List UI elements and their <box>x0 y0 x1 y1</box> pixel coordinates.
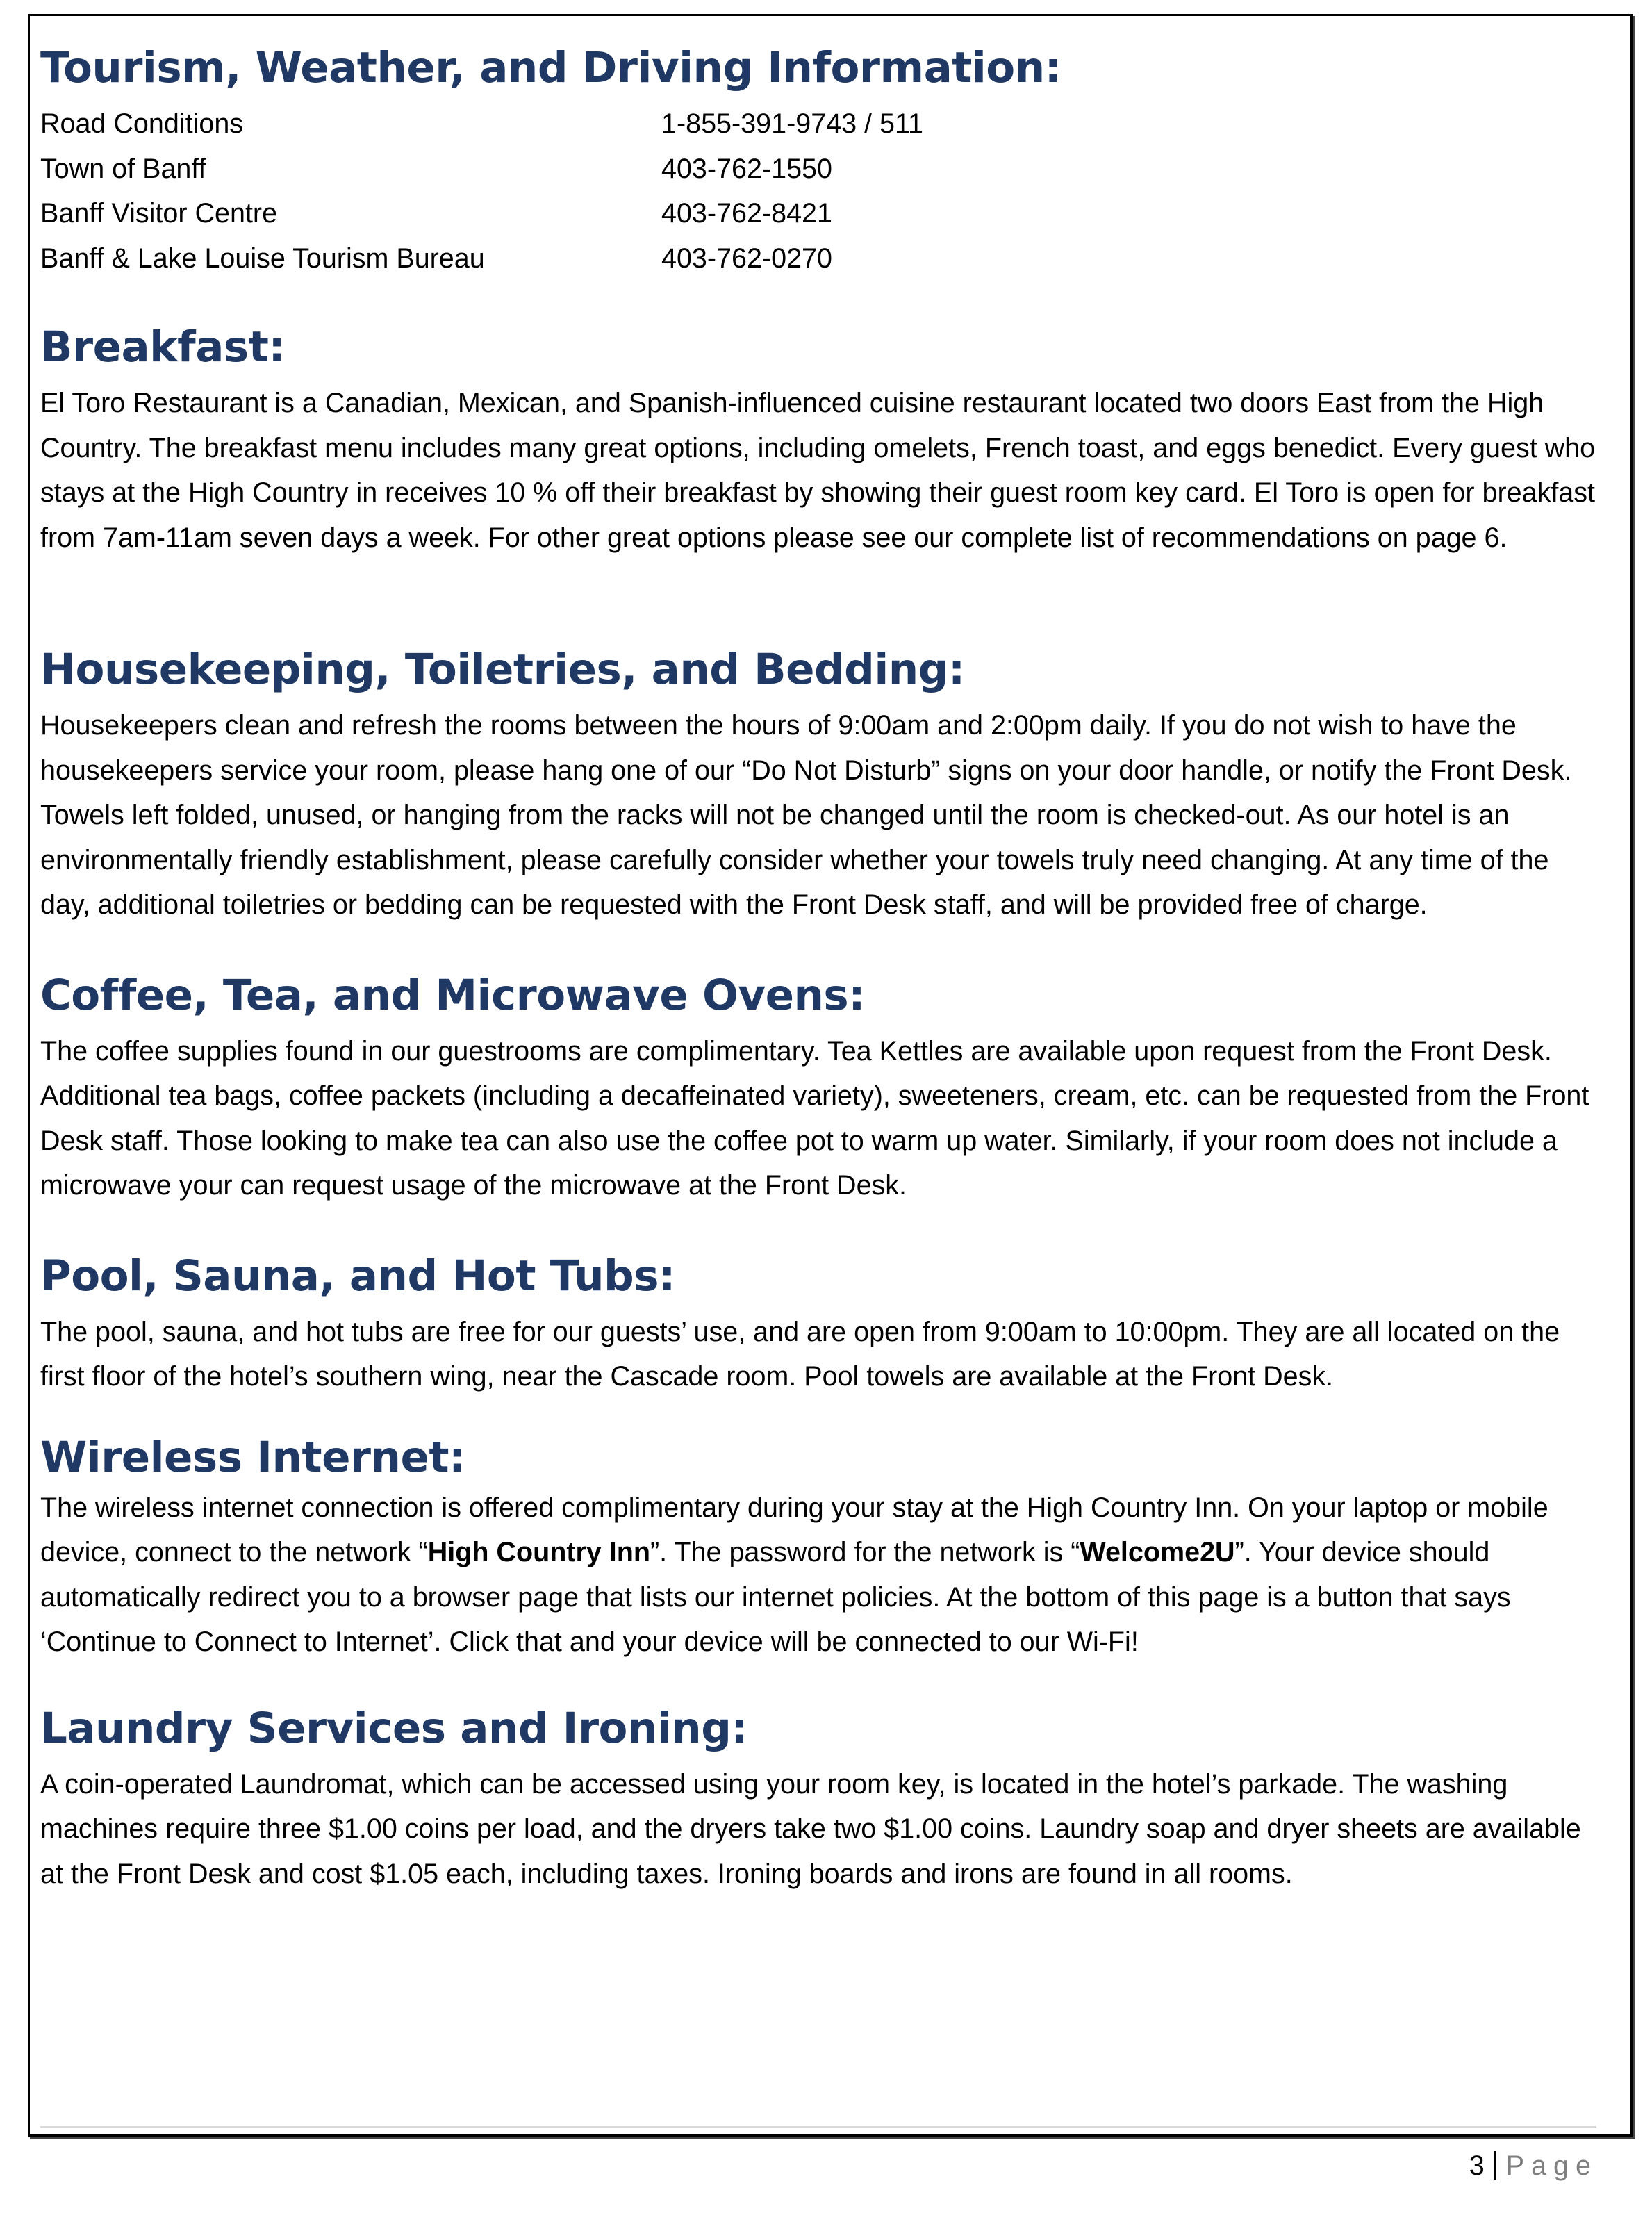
pool-paragraph: The pool, sauna, and hot tubs are free for our guests’ use, and are open from 9:00am to 10:00pm. They are all located on the first floor of the hotel’s southern wing, near the Cascade room. Pool towels are available at the Front Desk. <box>40 1316 1560 1392</box>
wifi-password: Welcome2U <box>1080 1537 1235 1567</box>
contact-phone: 403-762-0270 <box>661 242 832 274</box>
network-name: High Country Inn <box>427 1537 651 1567</box>
laundry-heading: Laundry Services and Ironing: <box>40 1703 748 1753</box>
laundry-paragraph: A coin-operated Laundromat, which can be accessed using your room key, is located in the hotel’s parkade. The washing machines require three $1.00 coins per load, and the dryers take two $1.00 coins. Laundry soap and dryer sheets are available at the Front Desk and cost $1.05 each, including taxes. Ironing boards and irons are found in all rooms. <box>40 1768 1581 1889</box>
contact-name: Banff & Lake Louise Tourism Bureau <box>40 242 485 274</box>
document-body <box>40 35 1596 1896</box>
page-separator <box>1494 2151 1496 2180</box>
footer-divider <box>40 2126 1596 2128</box>
housekeeping-heading: Housekeeping, Toiletries, and Bedding: <box>40 645 965 694</box>
contact-name: Town of Banff <box>40 153 206 184</box>
wireless-text-2: ”. The password for the network is “ <box>650 1537 1080 1567</box>
housekeeping-paragraph: Housekeepers clean and refresh the rooms between the hours of 9:00am and 2:00pm daily. If you do not wish to have the housekeepers service your room, please hang one of our “Do Not Disturb” signs on your door handle, or notify the Front Desk. Towels left folded, unused, or hanging from the racks will not be changed until the room is checked-out. As our hotel is an environmentally friendly establishment, please carefully consider whether your towels truly need changing. At any time of the day, additional toiletries or bedding can be requested with the Front Desk staff, and will be provided free of charge. <box>40 710 1572 920</box>
wireless-paragraph <box>40 1486 1596 1665</box>
pool-heading: Pool, Sauna, and Hot Tubs: <box>40 1251 675 1301</box>
tourism-heading: Tourism, Weather, and Driving Information: <box>40 43 1062 92</box>
wireless-heading: Wireless Internet: <box>40 1432 465 1482</box>
page-label: Page <box>1505 2150 1598 2181</box>
contact-row <box>40 236 1082 281</box>
page-footer <box>1469 2148 1598 2183</box>
coffee-paragraph: The coffee supplies found in our guestrooms are complimentary. Tea Kettles are available upon request from the Front Desk. Additional tea bags, coffee packets (including a decaffeinated variety), sweeteners, cream, etc. can be requested from the Front Desk staff. Those looking to make tea can also use the coffee pot to warm up water. Similarly, if your room does not include a microwave your can request usage of the microwave at the Front Desk. <box>40 1035 1589 1201</box>
coffee-heading: Coffee, Tea, and Microwave Ovens: <box>40 970 866 1020</box>
contact-list <box>40 101 1082 281</box>
breakfast-paragraph: El Toro Restaurant is a Canadian, Mexican, and Spanish-influenced cuisine restaurant located two doors East from the High Country. The breakfast menu includes many great options, including omelets, French toast, and eggs benedict. Every guest who stays at the High Country in receives 10 % off their breakfast by showing their guest room key card. El Toro is open for breakfast from 7am-11am seven days a week. For other great options please see our complete list of recommendations on page 6. <box>40 388 1596 553</box>
contact-name: Banff Visitor Centre <box>40 198 278 229</box>
contact-row <box>40 147 1082 192</box>
wireless-text-3: ”. Your device should automatically redirect you to a browser page that lists our internet policies. At the bottom of this page is a button that says ‘Continue to Connect to Internet’. Click that and your device will be connected to our Wi-Fi! <box>40 1537 1511 1657</box>
contact-name: Road Conditions <box>40 108 244 139</box>
breakfast-heading: Breakfast: <box>40 322 286 372</box>
contact-phone: 1-855-391-9743 / 511 <box>661 108 924 139</box>
page-number: 3 <box>1469 2150 1485 2181</box>
contact-phone: 403-762-1550 <box>661 153 832 184</box>
contact-row <box>40 191 1082 236</box>
contact-row <box>40 101 1082 147</box>
wireless-text-1: The wireless internet connection is offered complimentary during your stay at the High Country Inn. On your laptop or mobile device, connect to the network “ <box>40 1492 1548 1567</box>
contact-phone: 403-762-8421 <box>661 198 832 229</box>
